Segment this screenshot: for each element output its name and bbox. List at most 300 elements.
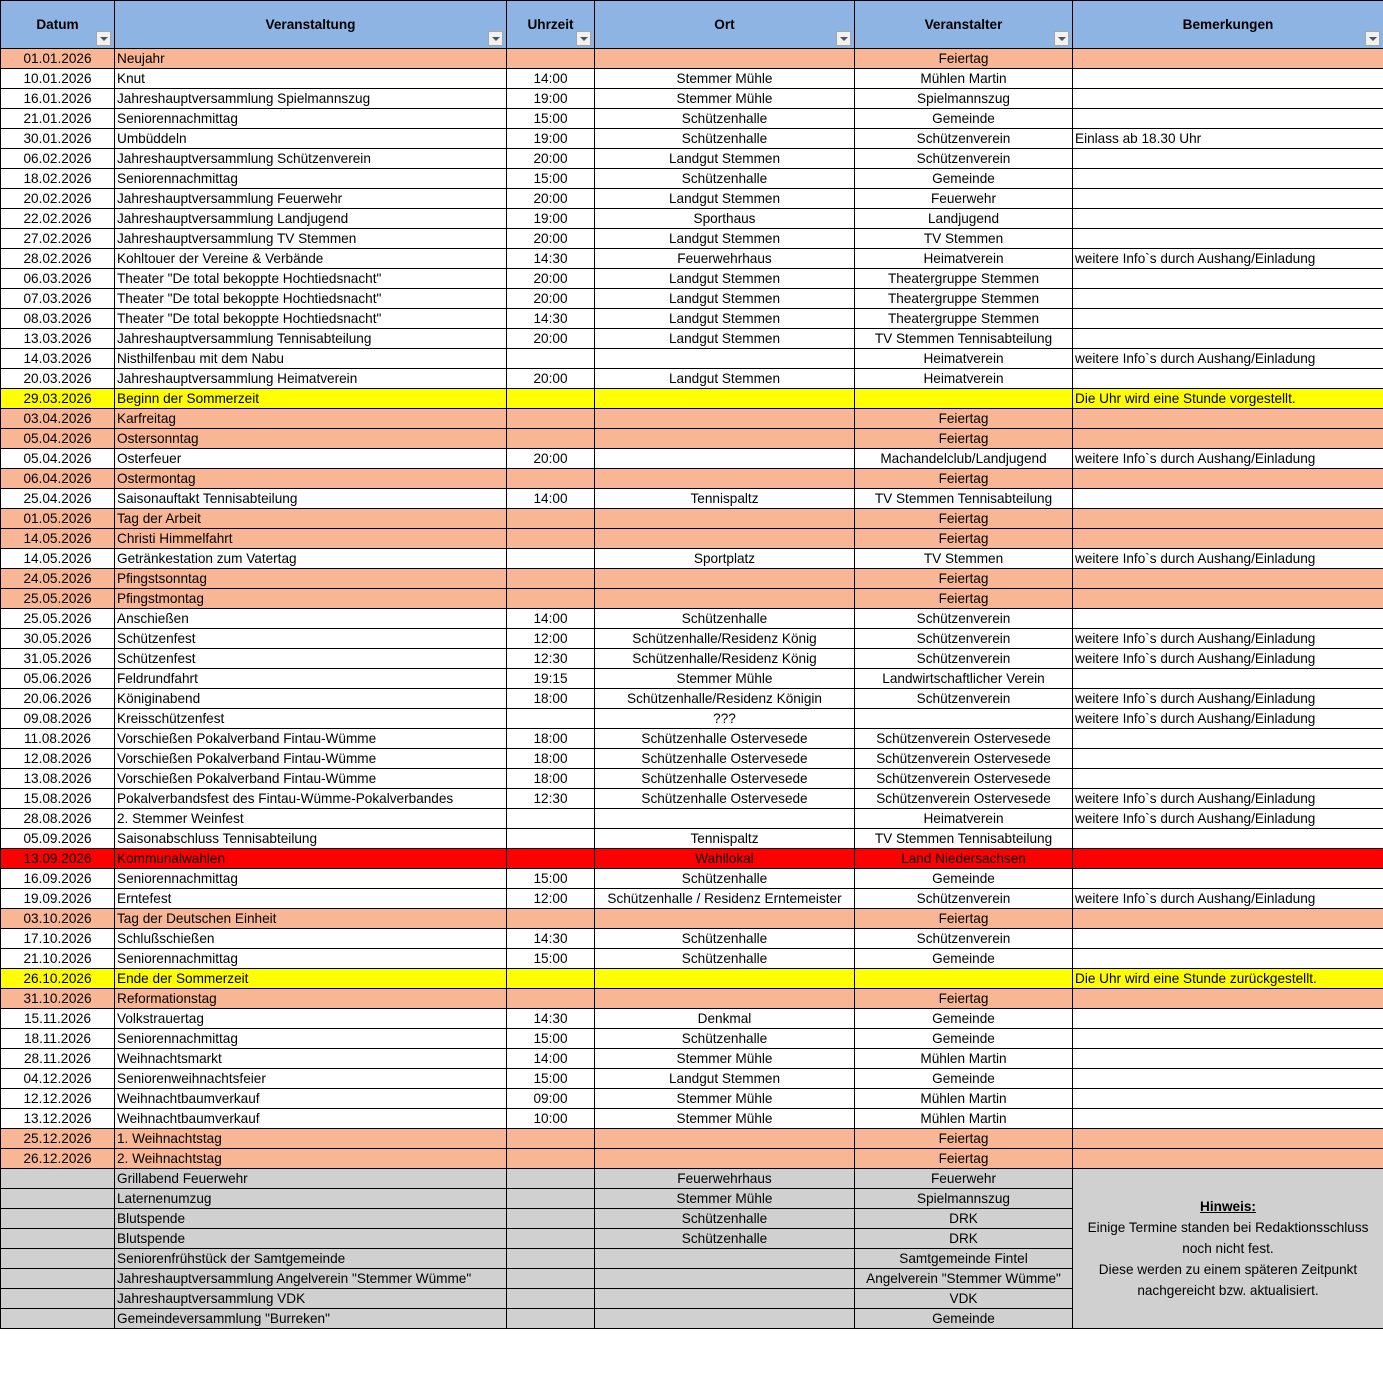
place-cell[interactable]: Stemmer Mühle <box>595 669 855 689</box>
date-cell[interactable]: 25.12.2026 <box>1 1129 115 1149</box>
event-cell[interactable]: Knut <box>115 69 507 89</box>
event-cell[interactable]: Seniorennachmittag <box>115 949 507 969</box>
place-cell[interactable]: Schützenhalle <box>595 129 855 149</box>
organizer-cell[interactable]: Schützenverein <box>855 149 1073 169</box>
remarks-cell[interactable] <box>1073 509 1383 529</box>
organizer-cell[interactable]: Heimatverein <box>855 349 1073 369</box>
place-cell[interactable]: Tennispaltz <box>595 489 855 509</box>
time-cell[interactable]: 14:00 <box>507 609 595 629</box>
event-cell[interactable]: Vorschießen Pokalverband Fintau-Wümme <box>115 769 507 789</box>
organizer-cell[interactable]: Feiertag <box>855 409 1073 429</box>
event-cell[interactable]: Jahreshauptversammlung TV Stemmen <box>115 229 507 249</box>
place-cell[interactable]: Schützenhalle / Residenz Erntemeister <box>595 889 855 909</box>
remarks-cell[interactable] <box>1073 49 1383 69</box>
date-cell[interactable] <box>1 1189 115 1209</box>
event-cell[interactable]: Volkstrauertag <box>115 1009 507 1029</box>
remarks-cell[interactable] <box>1073 489 1383 509</box>
date-cell[interactable]: 26.10.2026 <box>1 969 115 989</box>
time-cell[interactable]: 15:00 <box>507 1069 595 1089</box>
place-cell[interactable] <box>595 1269 855 1289</box>
remarks-cell[interactable] <box>1073 1009 1383 1029</box>
place-cell[interactable]: Tennispaltz <box>595 829 855 849</box>
organizer-cell[interactable]: Mühlen Martin <box>855 1089 1073 1109</box>
time-cell[interactable] <box>507 909 595 929</box>
place-cell[interactable] <box>595 1289 855 1309</box>
date-cell[interactable] <box>1 1269 115 1289</box>
place-cell[interactable]: Schützenhalle Ostervesede <box>595 789 855 809</box>
time-cell[interactable] <box>507 1229 595 1249</box>
time-cell[interactable]: 18:00 <box>507 769 595 789</box>
date-cell[interactable]: 13.12.2026 <box>1 1109 115 1129</box>
place-cell[interactable]: Sportplatz <box>595 549 855 569</box>
time-cell[interactable]: 15:00 <box>507 869 595 889</box>
event-cell[interactable]: Kohltouer der Vereine & Verbände <box>115 249 507 269</box>
date-cell[interactable]: 11.08.2026 <box>1 729 115 749</box>
organizer-cell[interactable]: Schützenverein <box>855 689 1073 709</box>
event-cell[interactable]: Grillabend Feuerwehr <box>115 1169 507 1189</box>
organizer-cell[interactable]: Gemeinde <box>855 869 1073 889</box>
remarks-cell[interactable] <box>1073 1029 1383 1049</box>
place-cell[interactable]: Schützenhalle <box>595 1029 855 1049</box>
date-cell[interactable]: 17.10.2026 <box>1 929 115 949</box>
time-cell[interactable] <box>507 1309 595 1329</box>
event-cell[interactable]: Seniorenweihnachtsfeier <box>115 1069 507 1089</box>
time-cell[interactable] <box>507 509 595 529</box>
remarks-cell[interactable] <box>1073 189 1383 209</box>
date-cell[interactable]: 26.12.2026 <box>1 1149 115 1169</box>
event-cell[interactable]: Gemeindeversammlung "Burreken" <box>115 1309 507 1329</box>
filter-dropdown-icon[interactable] <box>488 31 503 46</box>
remarks-cell[interactable] <box>1073 869 1383 889</box>
place-cell[interactable] <box>595 1129 855 1149</box>
organizer-cell[interactable]: Theatergruppe Stemmen <box>855 269 1073 289</box>
organizer-cell[interactable]: Gemeinde <box>855 1069 1073 1089</box>
time-cell[interactable] <box>507 969 595 989</box>
remarks-cell[interactable] <box>1073 589 1383 609</box>
organizer-cell[interactable]: Schützenverein Ostervesede <box>855 769 1073 789</box>
place-cell[interactable]: Landgut Stemmen <box>595 309 855 329</box>
place-cell[interactable]: Landgut Stemmen <box>595 369 855 389</box>
time-cell[interactable]: 20:00 <box>507 369 595 389</box>
remarks-cell[interactable] <box>1073 409 1383 429</box>
remarks-cell[interactable] <box>1073 429 1383 449</box>
date-cell[interactable]: 28.02.2026 <box>1 249 115 269</box>
remarks-cell[interactable] <box>1073 729 1383 749</box>
date-cell[interactable]: 07.03.2026 <box>1 289 115 309</box>
organizer-cell[interactable]: VDK <box>855 1289 1073 1309</box>
event-cell[interactable]: Saisonabschluss Tennisabteilung <box>115 829 507 849</box>
organizer-cell[interactable]: Feiertag <box>855 569 1073 589</box>
remarks-cell[interactable] <box>1073 609 1383 629</box>
event-cell[interactable]: Seniorenfrühstück der Samtgemeinde <box>115 1249 507 1269</box>
filter-dropdown-icon[interactable] <box>836 31 851 46</box>
time-cell[interactable] <box>507 1169 595 1189</box>
date-cell[interactable]: 18.11.2026 <box>1 1029 115 1049</box>
remarks-cell[interactable]: Einlass ab 18.30 Uhr <box>1073 129 1383 149</box>
remarks-cell[interactable] <box>1073 929 1383 949</box>
date-cell[interactable]: 13.03.2026 <box>1 329 115 349</box>
date-cell[interactable]: 16.01.2026 <box>1 89 115 109</box>
event-cell[interactable]: Jahreshauptversammlung Tennisabteilung <box>115 329 507 349</box>
time-cell[interactable] <box>507 409 595 429</box>
organizer-cell[interactable]: Theatergruppe Stemmen <box>855 309 1073 329</box>
organizer-cell[interactable]: Gemeinde <box>855 1029 1073 1049</box>
event-cell[interactable]: Kommunalwahlen <box>115 849 507 869</box>
event-cell[interactable]: Seniorennachmittag <box>115 109 507 129</box>
event-cell[interactable]: Jahreshauptversammlung Schützenverein <box>115 149 507 169</box>
organizer-cell[interactable]: Gemeinde <box>855 1309 1073 1329</box>
time-cell[interactable] <box>507 549 595 569</box>
place-cell[interactable] <box>595 969 855 989</box>
organizer-cell[interactable]: Schützenverein <box>855 129 1073 149</box>
event-cell[interactable]: Laternenumzug <box>115 1189 507 1209</box>
organizer-cell[interactable]: Heimatverein <box>855 369 1073 389</box>
remarks-cell[interactable] <box>1073 989 1383 1009</box>
event-cell[interactable]: Seniorennachmittag <box>115 869 507 889</box>
date-cell[interactable]: 29.03.2026 <box>1 389 115 409</box>
time-cell[interactable] <box>507 1249 595 1269</box>
place-cell[interactable] <box>595 989 855 1009</box>
date-cell[interactable]: 05.04.2026 <box>1 429 115 449</box>
event-cell[interactable]: Jahreshauptversammlung Angelverein "Stemmer Wümme" <box>115 1269 507 1289</box>
place-cell[interactable]: Schützenhalle/Residenz König <box>595 649 855 669</box>
remarks-cell[interactable] <box>1073 309 1383 329</box>
date-cell[interactable]: 03.04.2026 <box>1 409 115 429</box>
event-cell[interactable]: Reformationstag <box>115 989 507 1009</box>
date-cell[interactable]: 28.11.2026 <box>1 1049 115 1069</box>
event-cell[interactable]: Ende der Sommerzeit <box>115 969 507 989</box>
remarks-cell[interactable] <box>1073 329 1383 349</box>
place-cell[interactable]: Stemmer Mühle <box>595 1049 855 1069</box>
place-cell[interactable] <box>595 1249 855 1269</box>
organizer-cell[interactable]: Schützenverein <box>855 649 1073 669</box>
organizer-cell[interactable]: Feiertag <box>855 509 1073 529</box>
organizer-cell[interactable]: Spielmannszug <box>855 89 1073 109</box>
event-cell[interactable]: Theater "De total bekoppte Hochtiedsnacht" <box>115 289 507 309</box>
remarks-cell[interactable] <box>1073 269 1383 289</box>
place-cell[interactable]: Denkmal <box>595 1009 855 1029</box>
remarks-cell[interactable] <box>1073 209 1383 229</box>
place-cell[interactable]: Stemmer Mühle <box>595 69 855 89</box>
organizer-cell[interactable]: Feiertag <box>855 49 1073 69</box>
time-cell[interactable]: 12:00 <box>507 889 595 909</box>
place-cell[interactable]: Sporthaus <box>595 209 855 229</box>
remarks-cell[interactable]: weitere Info`s durch Aushang/Einladung <box>1073 809 1383 829</box>
remarks-cell[interactable]: weitere Info`s durch Aushang/Einladung <box>1073 709 1383 729</box>
remarks-cell[interactable]: Die Uhr wird eine Stunde zurückgestellt. <box>1073 969 1383 989</box>
place-cell[interactable]: Schützenhalle <box>595 1229 855 1249</box>
date-cell[interactable]: 04.12.2026 <box>1 1069 115 1089</box>
organizer-cell[interactable]: TV Stemmen Tennisabteilung <box>855 489 1073 509</box>
event-cell[interactable]: 2. Stemmer Weinfest <box>115 809 507 829</box>
remarks-cell[interactable]: weitere Info`s durch Aushang/Einladung <box>1073 689 1383 709</box>
event-cell[interactable]: Weihnachtbaumverkauf <box>115 1109 507 1129</box>
time-cell[interactable] <box>507 469 595 489</box>
place-cell[interactable]: Stemmer Mühle <box>595 1089 855 1109</box>
date-cell[interactable]: 20.06.2026 <box>1 689 115 709</box>
time-cell[interactable]: 20:00 <box>507 329 595 349</box>
remarks-cell[interactable] <box>1073 529 1383 549</box>
date-cell[interactable] <box>1 1249 115 1269</box>
event-cell[interactable]: Vorschießen Pokalverband Fintau-Wümme <box>115 729 507 749</box>
date-cell[interactable]: 08.03.2026 <box>1 309 115 329</box>
organizer-cell[interactable]: Gemeinde <box>855 169 1073 189</box>
date-cell[interactable]: 10.01.2026 <box>1 69 115 89</box>
organizer-cell[interactable]: Spielmannszug <box>855 1189 1073 1209</box>
organizer-cell[interactable]: Heimatverein <box>855 809 1073 829</box>
remarks-cell[interactable] <box>1073 1149 1383 1169</box>
place-cell[interactable]: Wahllokal <box>595 849 855 869</box>
event-cell[interactable]: Pokalverbandsfest des Fintau-Wümme-Pokalverbandes <box>115 789 507 809</box>
remarks-cell[interactable]: Die Uhr wird eine Stunde vorgestellt. <box>1073 389 1383 409</box>
remarks-cell[interactable] <box>1073 229 1383 249</box>
time-cell[interactable] <box>507 1209 595 1229</box>
organizer-cell[interactable]: Angelverein "Stemmer Wümme" <box>855 1269 1073 1289</box>
date-cell[interactable]: 25.05.2026 <box>1 609 115 629</box>
remarks-cell[interactable]: weitere Info`s durch Aushang/Einladung <box>1073 549 1383 569</box>
date-cell[interactable]: 16.09.2026 <box>1 869 115 889</box>
time-cell[interactable] <box>507 989 595 1009</box>
place-cell[interactable]: Landgut Stemmen <box>595 1069 855 1089</box>
place-cell[interactable]: Schützenhalle Ostervesede <box>595 729 855 749</box>
organizer-cell[interactable]: Feiertag <box>855 1129 1073 1149</box>
date-cell[interactable]: 31.05.2026 <box>1 649 115 669</box>
event-cell[interactable]: 1. Weihnachtstag <box>115 1129 507 1149</box>
date-cell[interactable]: 03.10.2026 <box>1 909 115 929</box>
event-cell[interactable]: Pfingstsonntag <box>115 569 507 589</box>
remarks-cell[interactable] <box>1073 169 1383 189</box>
date-cell[interactable]: 14.05.2026 <box>1 549 115 569</box>
time-cell[interactable]: 14:00 <box>507 489 595 509</box>
place-cell[interactable]: Schützenhalle Ostervesede <box>595 769 855 789</box>
organizer-cell[interactable]: Machandelclub/Landjugend <box>855 449 1073 469</box>
remarks-cell[interactable] <box>1073 1089 1383 1109</box>
time-cell[interactable]: 19:00 <box>507 209 595 229</box>
time-cell[interactable] <box>507 429 595 449</box>
remarks-cell[interactable] <box>1073 1069 1383 1089</box>
filter-dropdown-icon[interactable] <box>96 31 111 46</box>
organizer-cell[interactable]: Mühlen Martin <box>855 1109 1073 1129</box>
place-cell[interactable]: Schützenhalle <box>595 929 855 949</box>
event-cell[interactable]: Tag der Deutschen Einheit <box>115 909 507 929</box>
event-cell[interactable]: Beginn der Sommerzeit <box>115 389 507 409</box>
organizer-cell[interactable]: Schützenverein Ostervesede <box>855 749 1073 769</box>
event-cell[interactable]: Jahreshauptversammlung Feuerwehr <box>115 189 507 209</box>
time-cell[interactable]: 19:15 <box>507 669 595 689</box>
organizer-cell[interactable]: TV Stemmen Tennisabteilung <box>855 329 1073 349</box>
remarks-cell[interactable] <box>1073 1109 1383 1129</box>
remarks-cell[interactable]: weitere Info`s durch Aushang/Einladung <box>1073 449 1383 469</box>
date-cell[interactable]: 05.09.2026 <box>1 829 115 849</box>
remarks-cell[interactable] <box>1073 849 1383 869</box>
event-cell[interactable]: Schützenfest <box>115 649 507 669</box>
event-cell[interactable]: Jahreshauptversammlung Spielmannszug <box>115 89 507 109</box>
place-cell[interactable]: Schützenhalle <box>595 949 855 969</box>
date-cell[interactable]: 28.08.2026 <box>1 809 115 829</box>
time-cell[interactable] <box>507 709 595 729</box>
event-cell[interactable]: Karfreitag <box>115 409 507 429</box>
event-cell[interactable]: Osterfeuer <box>115 449 507 469</box>
time-cell[interactable]: 12:30 <box>507 789 595 809</box>
remarks-cell[interactable] <box>1073 1129 1383 1149</box>
place-cell[interactable] <box>595 809 855 829</box>
date-cell[interactable]: 15.11.2026 <box>1 1009 115 1029</box>
time-cell[interactable]: 14:00 <box>507 1049 595 1069</box>
date-cell[interactable]: 12.12.2026 <box>1 1089 115 1109</box>
date-cell[interactable]: 21.10.2026 <box>1 949 115 969</box>
organizer-cell[interactable] <box>855 969 1073 989</box>
event-cell[interactable]: Saisonauftakt Tennisabteilung <box>115 489 507 509</box>
organizer-cell[interactable]: Schützenverein Ostervesede <box>855 789 1073 809</box>
place-cell[interactable]: Schützenhalle/Residenz König <box>595 629 855 649</box>
remarks-cell[interactable] <box>1073 1049 1383 1069</box>
date-cell[interactable]: 15.08.2026 <box>1 789 115 809</box>
date-cell[interactable]: 06.02.2026 <box>1 149 115 169</box>
remarks-cell[interactable] <box>1073 949 1383 969</box>
place-cell[interactable]: Landgut Stemmen <box>595 329 855 349</box>
event-cell[interactable]: Ostermontag <box>115 469 507 489</box>
organizer-cell[interactable]: Schützenverein <box>855 929 1073 949</box>
time-cell[interactable] <box>507 589 595 609</box>
place-cell[interactable] <box>595 509 855 529</box>
time-cell[interactable]: 20:00 <box>507 269 595 289</box>
date-cell[interactable]: 20.03.2026 <box>1 369 115 389</box>
time-cell[interactable]: 19:00 <box>507 89 595 109</box>
organizer-cell[interactable]: DRK <box>855 1229 1073 1249</box>
filter-dropdown-icon[interactable] <box>1365 31 1380 46</box>
place-cell[interactable]: Stemmer Mühle <box>595 89 855 109</box>
date-cell[interactable]: 06.04.2026 <box>1 469 115 489</box>
date-cell[interactable]: 30.05.2026 <box>1 629 115 649</box>
date-cell[interactable]: 01.01.2026 <box>1 49 115 69</box>
organizer-cell[interactable]: TV Stemmen <box>855 549 1073 569</box>
organizer-cell[interactable]: Gemeinde <box>855 109 1073 129</box>
date-cell[interactable]: 21.01.2026 <box>1 109 115 129</box>
event-cell[interactable]: Umbüddeln <box>115 129 507 149</box>
organizer-cell[interactable]: Landwirtschaftlicher Verein <box>855 669 1073 689</box>
remarks-cell[interactable] <box>1073 569 1383 589</box>
event-cell[interactable]: Weihnachtsmarkt <box>115 1049 507 1069</box>
place-cell[interactable] <box>595 389 855 409</box>
organizer-cell[interactable]: Feuerwehr <box>855 1169 1073 1189</box>
event-cell[interactable]: Königinabend <box>115 689 507 709</box>
organizer-cell[interactable]: TV Stemmen Tennisabteilung <box>855 829 1073 849</box>
date-cell[interactable]: 09.08.2026 <box>1 709 115 729</box>
organizer-cell[interactable] <box>855 389 1073 409</box>
event-cell[interactable]: Getränkestation zum Vatertag <box>115 549 507 569</box>
event-cell[interactable]: Jahreshauptversammlung Landjugend <box>115 209 507 229</box>
date-cell[interactable]: 24.05.2026 <box>1 569 115 589</box>
remarks-cell[interactable]: weitere Info`s durch Aushang/Einladung <box>1073 789 1383 809</box>
time-cell[interactable] <box>507 569 595 589</box>
remarks-cell[interactable] <box>1073 909 1383 929</box>
time-cell[interactable]: 18:00 <box>507 689 595 709</box>
time-cell[interactable]: 18:00 <box>507 749 595 769</box>
remarks-cell[interactable] <box>1073 149 1383 169</box>
remarks-cell[interactable] <box>1073 369 1383 389</box>
time-cell[interactable]: 14:30 <box>507 929 595 949</box>
time-cell[interactable]: 20:00 <box>507 449 595 469</box>
place-cell[interactable]: Feuerwehrhaus <box>595 1169 855 1189</box>
date-cell[interactable]: 14.05.2026 <box>1 529 115 549</box>
remarks-cell[interactable]: weitere Info`s durch Aushang/Einladung <box>1073 889 1383 909</box>
organizer-cell[interactable]: Samtgemeinde Fintel <box>855 1249 1073 1269</box>
remarks-cell[interactable]: weitere Info`s durch Aushang/Einladung <box>1073 629 1383 649</box>
event-cell[interactable]: Seniorennachmittag <box>115 1029 507 1049</box>
organizer-cell[interactable]: Gemeinde <box>855 949 1073 969</box>
time-cell[interactable] <box>507 1189 595 1209</box>
time-cell[interactable] <box>507 529 595 549</box>
time-cell[interactable] <box>507 809 595 829</box>
remarks-cell[interactable] <box>1073 109 1383 129</box>
place-cell[interactable] <box>595 409 855 429</box>
date-cell[interactable]: 14.03.2026 <box>1 349 115 369</box>
date-cell[interactable]: 18.02.2026 <box>1 169 115 189</box>
time-cell[interactable] <box>507 349 595 369</box>
place-cell[interactable] <box>595 429 855 449</box>
event-cell[interactable]: Blutspende <box>115 1209 507 1229</box>
time-cell[interactable]: 15:00 <box>507 949 595 969</box>
time-cell[interactable] <box>507 49 595 69</box>
event-cell[interactable]: Pfingstmontag <box>115 589 507 609</box>
remarks-cell[interactable] <box>1073 829 1383 849</box>
date-cell[interactable]: 13.09.2026 <box>1 849 115 869</box>
date-cell[interactable] <box>1 1229 115 1249</box>
place-cell[interactable]: Schützenhalle <box>595 869 855 889</box>
time-cell[interactable]: 09:00 <box>507 1089 595 1109</box>
event-cell[interactable]: Anschießen <box>115 609 507 629</box>
date-cell[interactable]: 19.09.2026 <box>1 889 115 909</box>
organizer-cell[interactable]: Schützenverein Ostervesede <box>855 729 1073 749</box>
organizer-cell[interactable]: Gemeinde <box>855 1009 1073 1029</box>
time-cell[interactable] <box>507 1289 595 1309</box>
time-cell[interactable] <box>507 1149 595 1169</box>
time-cell[interactable]: 12:30 <box>507 649 595 669</box>
event-cell[interactable]: Nisthilfenbau mit dem Nabu <box>115 349 507 369</box>
time-cell[interactable]: 15:00 <box>507 169 595 189</box>
organizer-cell[interactable]: Feiertag <box>855 469 1073 489</box>
organizer-cell[interactable]: Feiertag <box>855 429 1073 449</box>
date-cell[interactable]: 13.08.2026 <box>1 769 115 789</box>
event-cell[interactable]: Schlußschießen <box>115 929 507 949</box>
event-cell[interactable]: 2. Weihnachtstag <box>115 1149 507 1169</box>
event-cell[interactable]: Blutspende <box>115 1229 507 1249</box>
time-cell[interactable]: 20:00 <box>507 289 595 309</box>
place-cell[interactable]: Landgut Stemmen <box>595 189 855 209</box>
event-cell[interactable]: Neujahr <box>115 49 507 69</box>
date-cell[interactable]: 31.10.2026 <box>1 989 115 1009</box>
remarks-cell[interactable] <box>1073 669 1383 689</box>
event-cell[interactable]: Jahreshauptversammlung Heimatverein <box>115 369 507 389</box>
time-cell[interactable]: 20:00 <box>507 189 595 209</box>
time-cell[interactable]: 14:30 <box>507 249 595 269</box>
date-cell[interactable] <box>1 1289 115 1309</box>
remarks-cell[interactable] <box>1073 749 1383 769</box>
date-cell[interactable]: 25.04.2026 <box>1 489 115 509</box>
time-cell[interactable] <box>507 389 595 409</box>
remarks-cell[interactable]: weitere Info`s durch Aushang/Einladung <box>1073 249 1383 269</box>
event-cell[interactable]: Vorschießen Pokalverband Fintau-Wümme <box>115 749 507 769</box>
remarks-cell[interactable] <box>1073 469 1383 489</box>
event-cell[interactable]: Kreisschützenfest <box>115 709 507 729</box>
place-cell[interactable]: Schützenhalle <box>595 1209 855 1229</box>
remarks-cell[interactable] <box>1073 89 1383 109</box>
remarks-cell[interactable] <box>1073 69 1383 89</box>
organizer-cell[interactable]: Feiertag <box>855 909 1073 929</box>
place-cell[interactable]: Schützenhalle/Residenz Königin <box>595 689 855 709</box>
time-cell[interactable] <box>507 849 595 869</box>
event-cell[interactable]: Theater "De total bekoppte Hochtiedsnacht" <box>115 269 507 289</box>
